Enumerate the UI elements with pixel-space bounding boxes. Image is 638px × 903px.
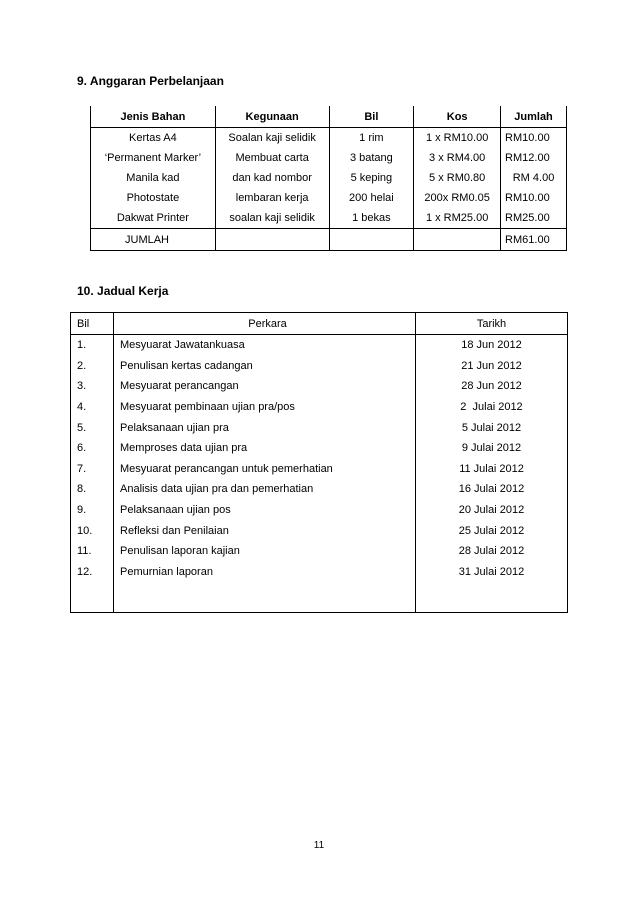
cell-bil: 1 bekas (329, 208, 414, 229)
table-row (71, 500, 568, 521)
cell-bil: 200 helai (329, 188, 414, 208)
cell-bil: 5 keping (329, 168, 414, 188)
table-row-empty (71, 582, 568, 613)
total-row (91, 229, 567, 251)
section-10-title: 10. Jadual Kerja (77, 284, 169, 298)
cell-bil: 8. (71, 479, 114, 500)
cell-tarikh: 11 Julai 2012 (459, 462, 524, 475)
cell-perkara: Pemurnian laporan (114, 562, 416, 583)
cell-bil: 7. (71, 459, 114, 480)
cell-perkara: Penulisan laporan kajian (114, 541, 416, 562)
cell-jenis-bahan: Kertas A4 (91, 128, 216, 149)
budget-table (90, 106, 567, 251)
total-empty-cell (414, 229, 501, 251)
cell-tarikh: 28 Jun 2012 (461, 380, 522, 393)
cell-bil: 2. (71, 356, 114, 377)
schedule-header-row (71, 313, 568, 335)
cell-kegunaan: lembaran kerja (215, 188, 329, 208)
total-value: RM61.00 (501, 229, 567, 251)
cell-jumlah: RM25.00 (501, 208, 567, 229)
cell-tarikh: 20 Julai 2012 (458, 504, 525, 517)
cell-jenis-bahan: Photostate (91, 188, 216, 208)
cell-tarikh: 25 Julai 2012 (458, 524, 525, 537)
table-row (71, 397, 568, 418)
schedule-table (70, 312, 568, 613)
total-empty-cell (215, 229, 329, 251)
table-row (71, 335, 568, 356)
cell-jumlah: RM10.00 (501, 188, 567, 208)
cell-tarikh: 16 Julai 2012 (458, 483, 525, 496)
cell-perkara: Penulisan kertas cadangan (114, 356, 416, 377)
cell-kegunaan: Membuat carta (215, 148, 329, 168)
cell-tarikh: 28 Julai 2012 (458, 545, 525, 558)
cell-perkara: Pelaksanaan ujian pra (114, 417, 416, 438)
cell-tarikh: 9 Julai 2012 (461, 442, 522, 455)
cell-tarikh: 2 Julai 2012 (460, 401, 523, 414)
header-bil: Bil (329, 106, 414, 128)
cell-tarikh: 18 Jun 2012 (461, 339, 522, 352)
table-row (91, 148, 567, 168)
cell-kos: 1 x RM25.00 (414, 208, 501, 229)
table-row (91, 208, 567, 229)
table-row (91, 168, 567, 188)
cell-kos: 3 x RM4.00 (414, 148, 501, 168)
cell-perkara: Mesyuarat perancangan untuk pemerhatian (114, 459, 416, 480)
cell-kos: 5 x RM0.80 (414, 168, 501, 188)
cell-jenis-bahan: ‘Permanent Marker’ (91, 148, 216, 168)
table-row (91, 128, 567, 149)
header-jenis-bahan: Jenis Bahan (91, 106, 216, 128)
cell-bil: 4. (71, 397, 114, 418)
cell-bil: 10. (71, 520, 114, 541)
cell-perkara: Analisis data ujian pra dan pemerhatian (114, 479, 416, 500)
table-row (71, 541, 568, 562)
cell-kegunaan: soalan kaji selidik (215, 208, 329, 229)
table-row (71, 438, 568, 459)
table-row (71, 479, 568, 500)
table-row (71, 376, 568, 397)
table-row (71, 520, 568, 541)
cell-tarikh: 31 Julai 2012 (458, 565, 525, 578)
page-number: 11 (313, 840, 325, 851)
cell-bil: 6. (71, 438, 114, 459)
cell-perkara: Memproses data ujian pra (114, 438, 416, 459)
cell-jumlah: RM 4.00 (501, 168, 567, 188)
cell-kegunaan: dan kad nombor (215, 168, 329, 188)
cell-bil: 1 rim (329, 128, 414, 149)
table-row (71, 459, 568, 480)
cell-bil: 12. (71, 562, 114, 583)
cell-bil: 3. (71, 376, 114, 397)
cell-perkara: Refleksi dan Penilaian (114, 520, 416, 541)
cell-bil: 11. (71, 541, 114, 562)
header-tarikh: Tarikh (416, 313, 568, 335)
header-perkara: Perkara (114, 313, 416, 335)
cell-bil: 9. (71, 500, 114, 521)
cell-bil: 3 batang (329, 148, 414, 168)
cell-kegunaan: Soalan kaji selidik (215, 128, 329, 149)
budget-header-row (91, 106, 567, 128)
header-bil: Bil (71, 313, 114, 335)
table-row (71, 356, 568, 377)
cell-jenis-bahan: Manila kad (91, 168, 216, 188)
cell-jenis-bahan: Dakwat Printer (91, 208, 216, 229)
cell-tarikh: 21 Jun 2012 (461, 359, 522, 372)
section-9-title: 9. Anggaran Perbelanjaan (77, 74, 224, 88)
total-label: JUMLAH (91, 229, 216, 251)
table-row (91, 188, 567, 208)
header-kos: Kos (414, 106, 501, 128)
cell-kos: 200x RM0.05 (414, 188, 501, 208)
table-row (71, 562, 568, 583)
table-row (71, 417, 568, 438)
header-kegunaan: Kegunaan (215, 106, 329, 128)
cell-bil: 1. (71, 335, 114, 356)
cell-jumlah: RM10.00 (501, 128, 567, 149)
cell-perkara: Mesyuarat perancangan (114, 376, 416, 397)
cell-perkara: Mesyuarat pembinaan ujian pra/pos (114, 397, 416, 418)
total-empty-cell (329, 229, 414, 251)
cell-perkara: Pelaksanaan ujian pos (114, 500, 416, 521)
cell-jumlah: RM12.00 (501, 148, 567, 168)
cell-tarikh: 5 Julai 2012 (461, 421, 522, 434)
cell-perkara: Mesyuarat Jawatankuasa (114, 335, 416, 356)
header-jumlah: Jumlah (501, 106, 567, 128)
cell-kos: 1 x RM10.00 (414, 128, 501, 149)
cell-bil: 5. (71, 417, 114, 438)
